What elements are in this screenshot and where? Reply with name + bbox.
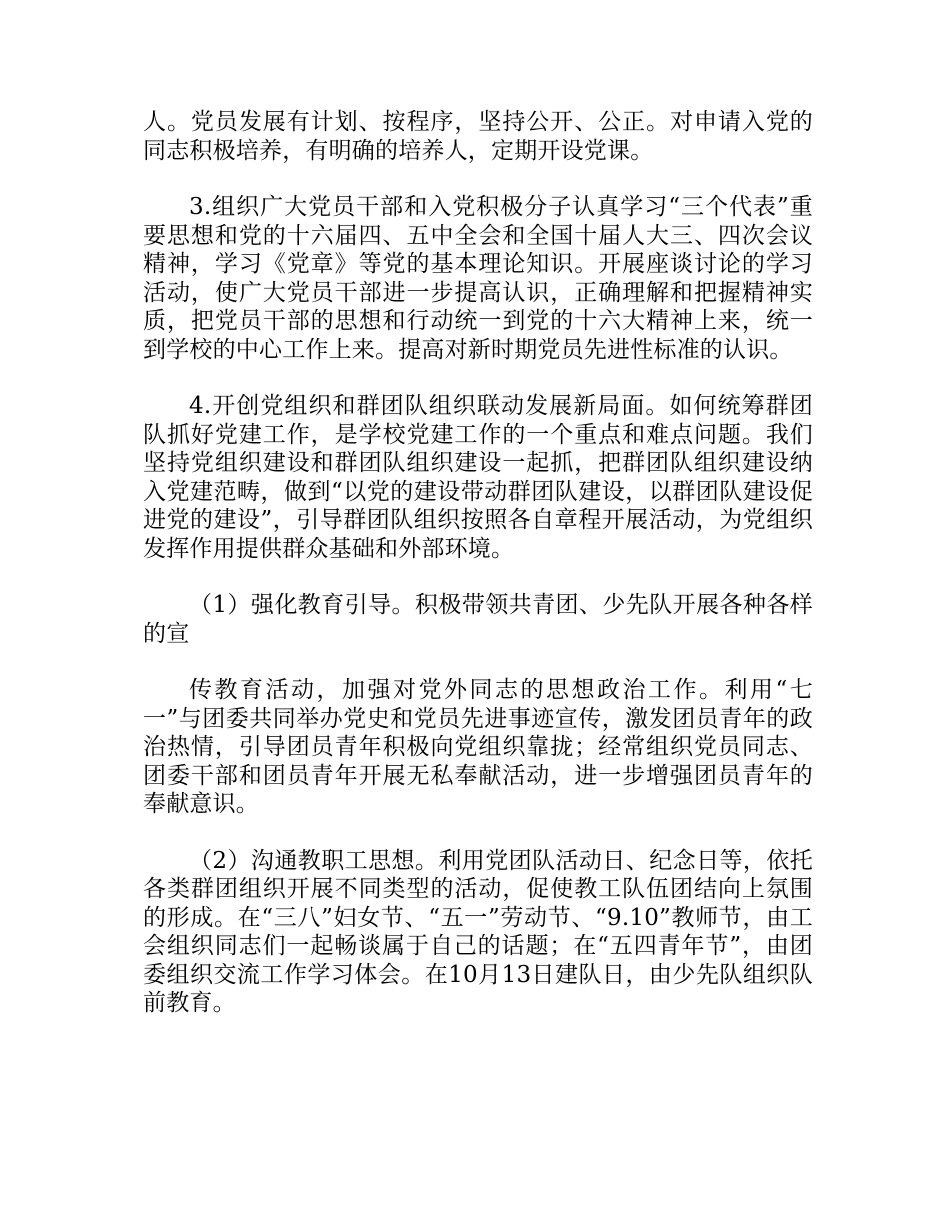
paragraph-subitem-2: （2）沟通教职工思想。利用党团队活动日、纪念日等，依托各类群团组织开展不同类型的活动，促使教工队伍团结向上氛围的形成。在“三八”妇女节、“五一”劳动节、“9.10”教师节，由工会组织同志们一起畅谈属于自己的话题；在“五四青年节”，由团委组织交流工作学习体会。在10月13日建队日，由少先队组织队前教育。 (143, 847, 813, 1016)
paragraph-subitem-1-body: 传教育活动，加强对党外同志的思想政治工作。利用“七一”与团委共同举办党史和党员先进事迹宣传，激发团员青年的政治热情，引导团员青年积极向党组织靠拢；经常组织党员同志、团委干部和团员青年开展无私奉献活动，进一步增强团员青年的奉献意识。 (143, 677, 813, 817)
paragraph-item-4: 4.开创党组织和群团队组织联动发展新局面。如何统筹群团队抓好党建工作，是学校党建工作的一个重点和难点问题。我们坚持党组织建设和群团队组织建设一起抓，把群团队组织建设纳入党建范畴，做到“以党的建设带动群团队建设，以群团队建设促进党的建设”，引导群团队组织按照各自章程开展活动，为党组织发挥作用提供群众基础和外部环境。 (143, 393, 813, 562)
paragraph-item-3: 3.组织广大党员干部和入党积极分子认真学习“三个代表”重要思想和党的十六届四、五中全会和全国十届人大三、四次会议精神，学习《党章》等党的基本理论知识。开展座谈讨论的学习活动，使广大党员干部进一步提高认识，正确理解和把握精神实质，把党员干部的思想和行动统一到党的十六大精神上来，统一到学校的中心工作上来。提高对新时期党员先进性标准的认识。 (143, 194, 813, 363)
paragraph-continuation: 人。党员发展有计划、按程序，坚持公开、公正。对申请入党的同志积极培养，有明确的培养人，定期开设党课。 (143, 109, 813, 164)
paragraph-subitem-1-heading: （1）强化教育引导。积极带领共青团、少先队开展各种各样的宣 (143, 592, 813, 647)
document-page (143, 108, 813, 1046)
